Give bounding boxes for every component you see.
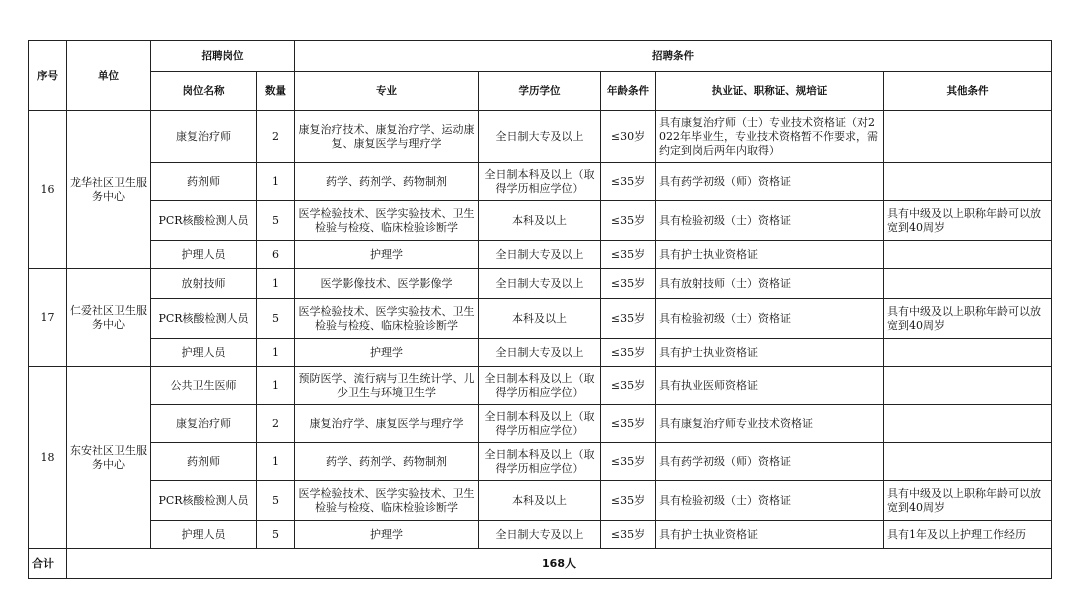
other-cell bbox=[884, 367, 1052, 405]
table-row bbox=[29, 367, 1052, 405]
header-positions-group: 招聘岗位 bbox=[151, 41, 295, 72]
other-cell: 具有1年及以上护理工作经历 bbox=[884, 521, 1052, 549]
education-cell: 全日制大专及以上 bbox=[479, 521, 601, 549]
certificate-cell: 具有执业医师资格证 bbox=[656, 367, 884, 405]
education-cell: 全日制本科及以上（取得学历相应学位） bbox=[479, 443, 601, 481]
age-cell: ≤30岁 bbox=[601, 111, 656, 163]
other-cell bbox=[884, 163, 1052, 201]
unit-cell: 仁爱社区卫生服务中心 bbox=[67, 269, 151, 367]
header-seq: 序号 bbox=[29, 41, 67, 111]
header-conditions-group: 招聘条件 bbox=[295, 41, 1052, 72]
table-row bbox=[29, 269, 1052, 299]
other-cell bbox=[884, 443, 1052, 481]
major-cell: 康复治疗技术、康复治疗学、运动康复、康复医学与理疗学 bbox=[295, 111, 479, 163]
table-row bbox=[29, 481, 1052, 521]
quantity-cell: 1 bbox=[257, 339, 295, 367]
major-cell: 护理学 bbox=[295, 241, 479, 269]
education-cell: 全日制大专及以上 bbox=[479, 269, 601, 299]
education-cell: 本科及以上 bbox=[479, 481, 601, 521]
table-row bbox=[29, 405, 1052, 443]
certificate-cell: 具有检验初级（士）资格证 bbox=[656, 201, 884, 241]
position-name-cell: 药剂师 bbox=[151, 443, 257, 481]
other-cell bbox=[884, 269, 1052, 299]
quantity-cell: 2 bbox=[257, 405, 295, 443]
seq-cell: 18 bbox=[29, 367, 67, 549]
seq-cell: 17 bbox=[29, 269, 67, 367]
major-cell: 康复治疗学、康复医学与理疗学 bbox=[295, 405, 479, 443]
other-cell: 具有中级及以上职称年龄可以放宽到40周岁 bbox=[884, 299, 1052, 339]
certificate-cell: 具有药学初级（师）资格证 bbox=[656, 443, 884, 481]
age-cell: ≤35岁 bbox=[601, 201, 656, 241]
quantity-cell: 5 bbox=[257, 201, 295, 241]
other-cell bbox=[884, 405, 1052, 443]
position-name-cell: 护理人员 bbox=[151, 241, 257, 269]
header-unit: 单位 bbox=[67, 41, 151, 111]
age-cell: ≤35岁 bbox=[601, 405, 656, 443]
certificate-cell: 具有康复治疗师（士）专业技术资格证（对2022年毕业生，专业技术资格暂不作要求，需约定到岗后两年内取得） bbox=[656, 111, 884, 163]
education-cell: 全日制大专及以上 bbox=[479, 241, 601, 269]
education-cell: 本科及以上 bbox=[479, 201, 601, 241]
quantity-cell: 1 bbox=[257, 163, 295, 201]
quantity-cell: 5 bbox=[257, 299, 295, 339]
table-row bbox=[29, 163, 1052, 201]
header-quantity: 数量 bbox=[257, 72, 295, 111]
quantity-cell: 1 bbox=[257, 367, 295, 405]
table-row bbox=[29, 339, 1052, 367]
quantity-cell: 1 bbox=[257, 269, 295, 299]
major-cell: 护理学 bbox=[295, 339, 479, 367]
major-cell: 预防医学、流行病与卫生统计学、儿少卫生与环境卫生学 bbox=[295, 367, 479, 405]
quantity-cell: 5 bbox=[257, 481, 295, 521]
age-cell: ≤35岁 bbox=[601, 163, 656, 201]
education-cell: 全日制本科及以上（取得学历相应学位） bbox=[479, 163, 601, 201]
age-cell: ≤35岁 bbox=[601, 443, 656, 481]
quantity-cell: 6 bbox=[257, 241, 295, 269]
certificate-cell: 具有护士执业资格证 bbox=[656, 521, 884, 549]
header-major: 专业 bbox=[295, 72, 479, 111]
position-name-cell: 康复治疗师 bbox=[151, 405, 257, 443]
age-cell: ≤35岁 bbox=[601, 367, 656, 405]
education-cell: 全日制大专及以上 bbox=[479, 111, 601, 163]
certificate-cell: 具有药学初级（师）资格证 bbox=[656, 163, 884, 201]
header-other: 其他条件 bbox=[884, 72, 1052, 111]
certificate-cell: 具有康复治疗师专业技术资格证 bbox=[656, 405, 884, 443]
position-name-cell: PCR核酸检测人员 bbox=[151, 481, 257, 521]
quantity-cell: 2 bbox=[257, 111, 295, 163]
position-name-cell: 护理人员 bbox=[151, 521, 257, 549]
position-name-cell: 护理人员 bbox=[151, 339, 257, 367]
certificate-cell: 具有放射技师（士）资格证 bbox=[656, 269, 884, 299]
seq-cell: 16 bbox=[29, 111, 67, 269]
major-cell: 医学影像技术、医学影像学 bbox=[295, 269, 479, 299]
table-row bbox=[29, 241, 1052, 269]
age-cell: ≤35岁 bbox=[601, 481, 656, 521]
age-cell: ≤35岁 bbox=[601, 299, 656, 339]
education-cell: 本科及以上 bbox=[479, 299, 601, 339]
education-cell: 全日制本科及以上（取得学历相应学位） bbox=[479, 405, 601, 443]
position-name-cell: 康复治疗师 bbox=[151, 111, 257, 163]
position-name-cell: 药剂师 bbox=[151, 163, 257, 201]
unit-cell: 东安社区卫生服务中心 bbox=[67, 367, 151, 549]
certificate-cell: 具有检验初级（士）资格证 bbox=[656, 481, 884, 521]
major-cell: 医学检验技术、医学实验技术、卫生检验与检疫、临床检验诊断学 bbox=[295, 299, 479, 339]
major-cell: 医学检验技术、医学实验技术、卫生检验与检疫、临床检验诊断学 bbox=[295, 201, 479, 241]
position-name-cell: 公共卫生医师 bbox=[151, 367, 257, 405]
certificate-cell: 具有护士执业资格证 bbox=[656, 339, 884, 367]
unit-cell: 龙华社区卫生服务中心 bbox=[67, 111, 151, 269]
total-row bbox=[29, 549, 1052, 579]
table-row bbox=[29, 111, 1052, 163]
education-cell: 全日制大专及以上 bbox=[479, 339, 601, 367]
other-cell bbox=[884, 111, 1052, 163]
position-name-cell: PCR核酸检测人员 bbox=[151, 201, 257, 241]
table-row bbox=[29, 521, 1052, 549]
other-cell: 具有中级及以上职称年龄可以放宽到40周岁 bbox=[884, 201, 1052, 241]
education-cell: 全日制本科及以上（取得学历相应学位） bbox=[479, 367, 601, 405]
other-cell bbox=[884, 339, 1052, 367]
age-cell: ≤35岁 bbox=[601, 521, 656, 549]
header-age: 年龄条件 bbox=[601, 72, 656, 111]
major-cell: 医学检验技术、医学实验技术、卫生检验与检疫、临床检验诊断学 bbox=[295, 481, 479, 521]
major-cell: 护理学 bbox=[295, 521, 479, 549]
position-name-cell: 放射技师 bbox=[151, 269, 257, 299]
header-education: 学历学位 bbox=[479, 72, 601, 111]
table-row bbox=[29, 299, 1052, 339]
table-footer bbox=[29, 549, 1052, 579]
age-cell: ≤35岁 bbox=[601, 339, 656, 367]
other-cell bbox=[884, 241, 1052, 269]
header-position-name: 岗位名称 bbox=[151, 72, 257, 111]
certificate-cell: 具有护士执业资格证 bbox=[656, 241, 884, 269]
major-cell: 药学、药剂学、药物制剂 bbox=[295, 163, 479, 201]
total-value: 168人 bbox=[67, 549, 1052, 579]
table-body bbox=[29, 111, 1052, 549]
major-cell: 药学、药剂学、药物制剂 bbox=[295, 443, 479, 481]
age-cell: ≤35岁 bbox=[601, 241, 656, 269]
table-header bbox=[29, 41, 1052, 111]
age-cell: ≤35岁 bbox=[601, 269, 656, 299]
quantity-cell: 1 bbox=[257, 443, 295, 481]
certificate-cell: 具有检验初级（士）资格证 bbox=[656, 299, 884, 339]
total-label: 合计 bbox=[29, 549, 67, 579]
position-name-cell: PCR核酸检测人员 bbox=[151, 299, 257, 339]
header-certificate: 执业证、职称证、规培证 bbox=[656, 72, 884, 111]
other-cell: 具有中级及以上职称年龄可以放宽到40周岁 bbox=[884, 481, 1052, 521]
quantity-cell: 5 bbox=[257, 521, 295, 549]
recruitment-table bbox=[28, 40, 1052, 579]
table-row bbox=[29, 443, 1052, 481]
table-row bbox=[29, 201, 1052, 241]
